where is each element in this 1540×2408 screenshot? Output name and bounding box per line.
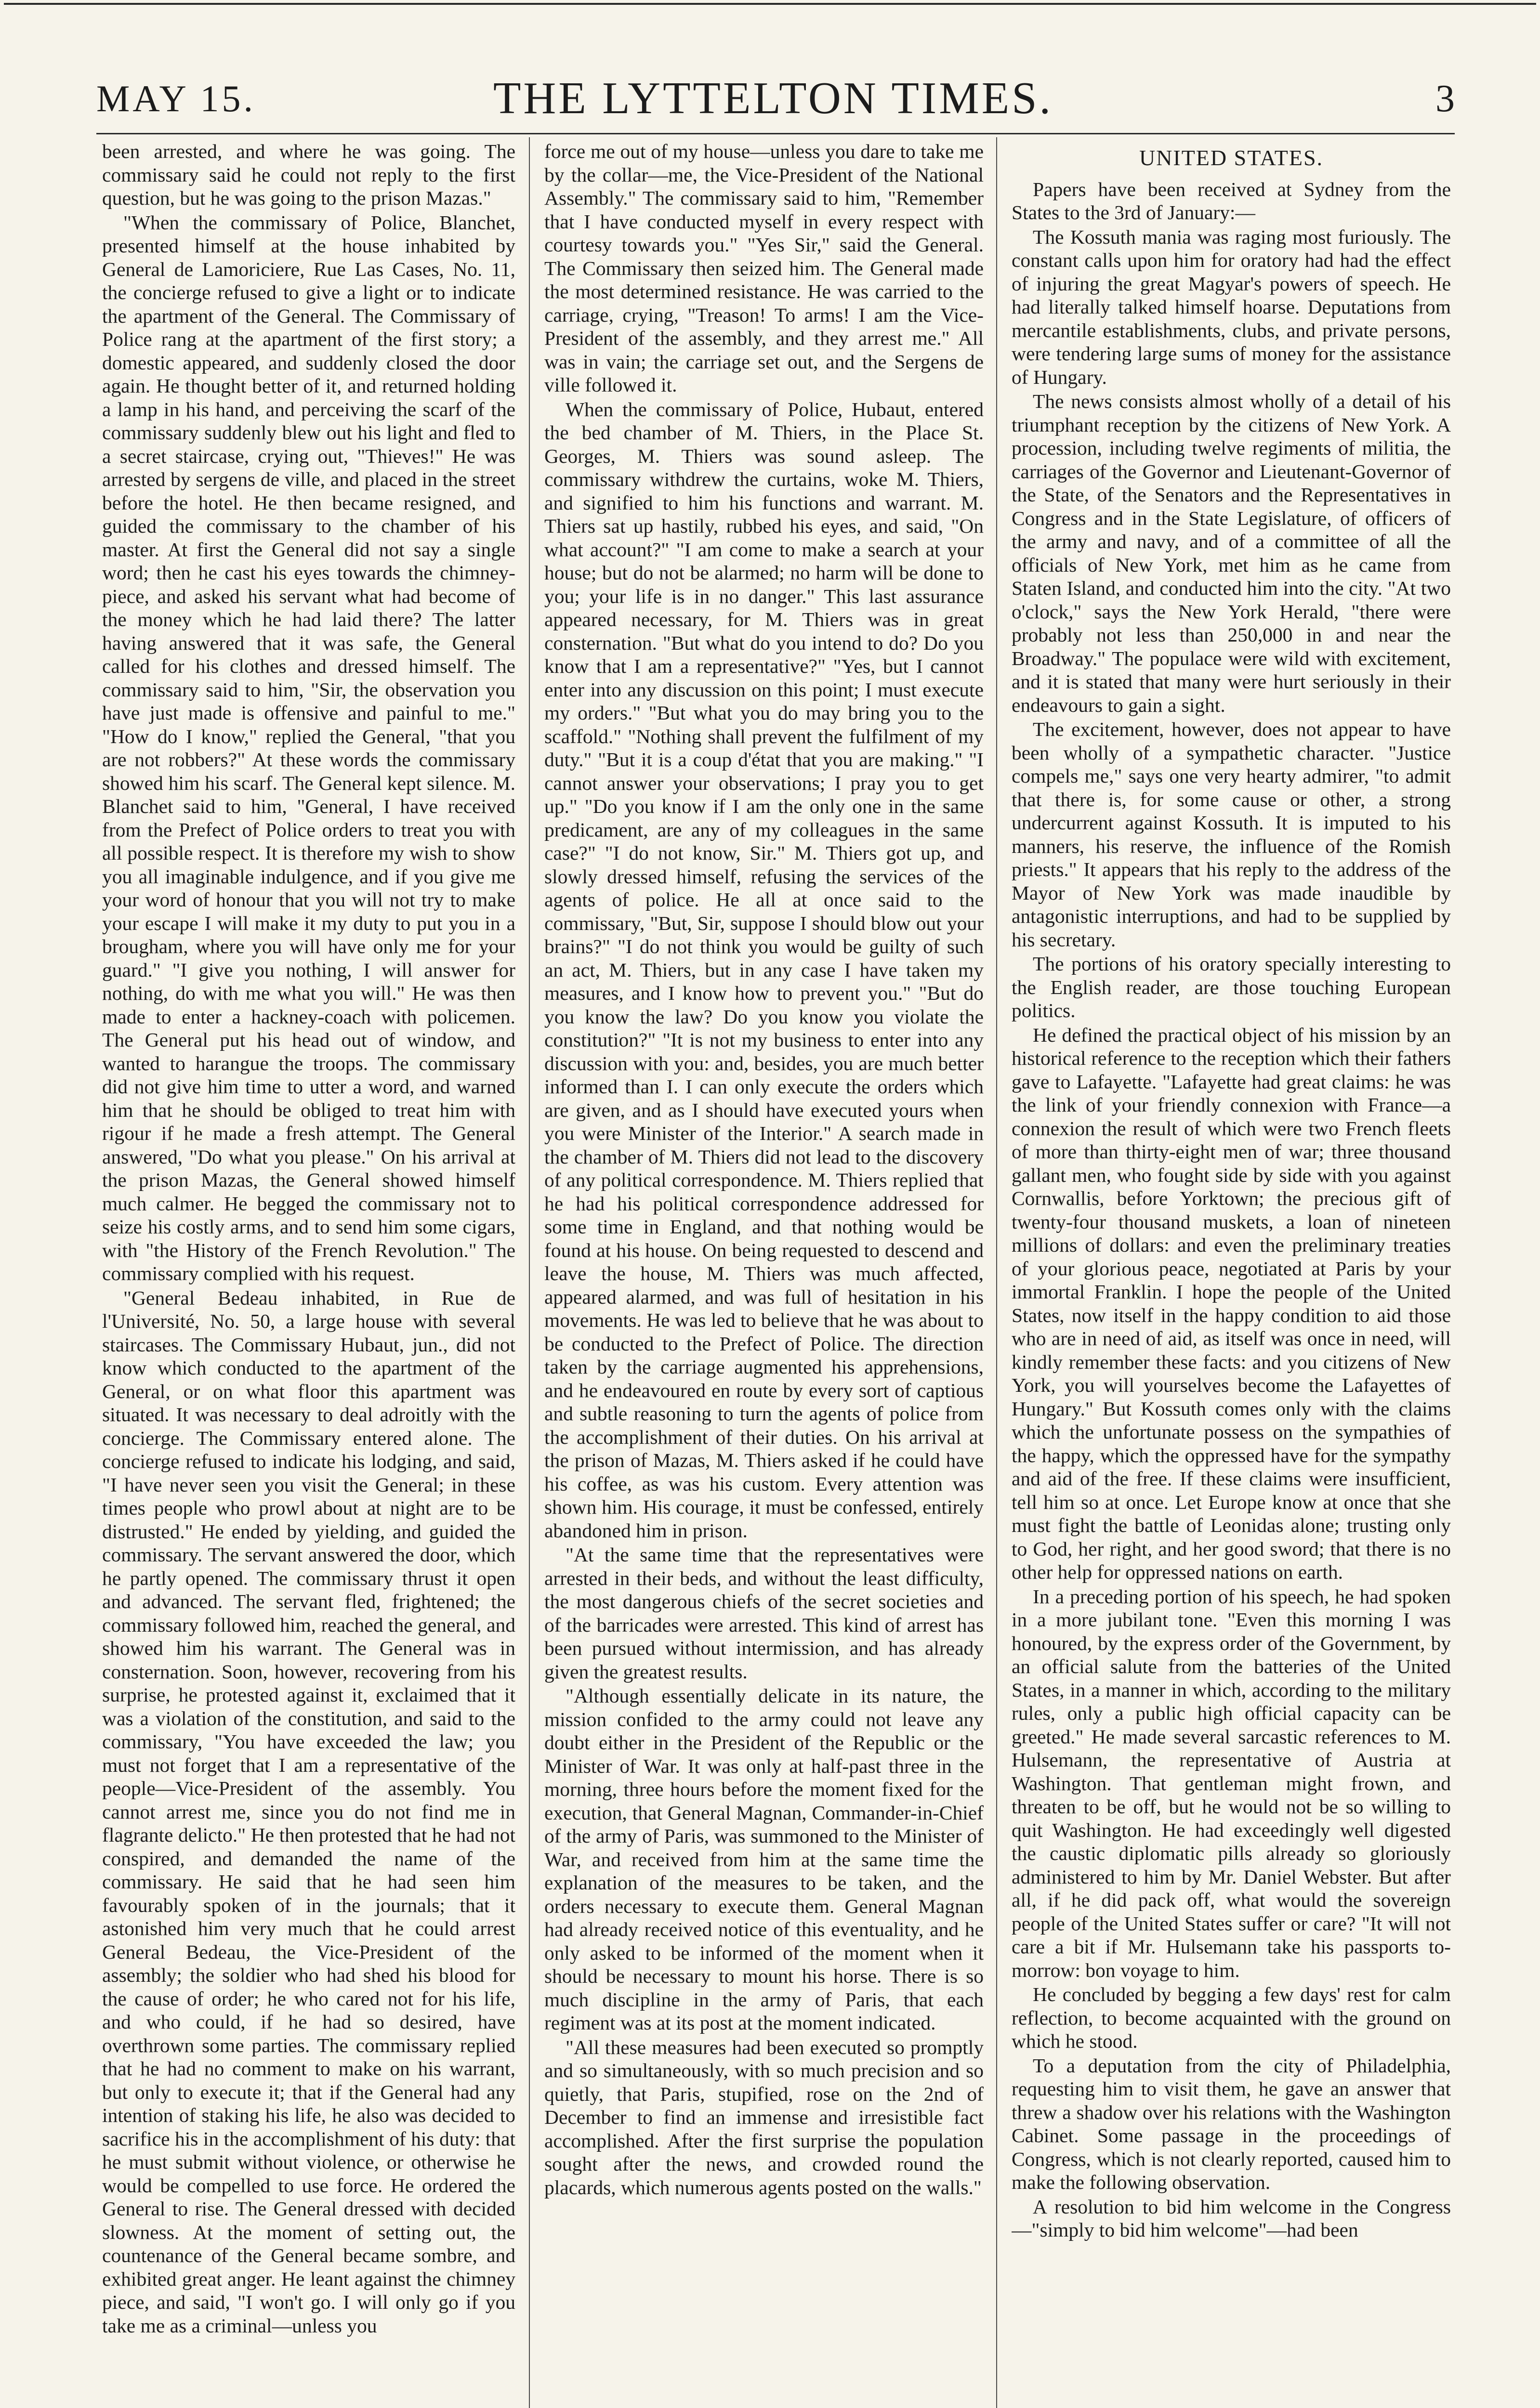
paragraph: Papers have been received at Sydney from the States to the 3rd of January:— [1012,178,1451,223]
column-divider [996,137,997,2408]
section-heading: UNITED STATES. [1139,145,1324,170]
column-3 [1012,140,1451,2408]
paragraph: "At the same time that the representatives were arrested in their beds, and without the least difficulty, the most dangerous chiefs of the secret societies and of the barricades were arrested. This kind of arrest has been pursued without intermission, and has already given the greatest results. [544,1544,984,1683]
header-rule [96,133,1455,134]
page-number: 3 [1435,78,1455,120]
paragraph: The excitement, however, does not appear to have been wholly of a sympathetic character. "Justice compels me," says one very hearty admirer, "to admit that there is, for some cause or other, a strong undercurrent against Kossuth. It is imputed to his manners, his reserve, the influence of the Romish priests." It appears that his reply to the address of the Mayor of New York was made inaudible by antagonistic interruptions, and had to be supplied by his secretary. [1012,718,1451,951]
paragraph: In a preceding portion of his speech, he had spoken in a more jubilant tone. "Even this morning I was honoured, by the express order of the Government, by an official salute from the batteries of the United States, in a manner in which, according to the military rules, only a public high official capacity can be greeted." He made several sarcastic references to M. Hulsemann, the representative of Austria at Washington. That gentleman might frown, and threaten to be off, but he would not be so willing to quit Washington. He had exceedingly well digested the caustic diplomatic pills already so gloriously administered to him by Mr. Daniel Webster. But after all, if he did pack off, what would the sovereign people of the United States suffer or care? "It will not care a bit if Mr. Hulsemann take his passports to-morrow: bon voyage to him. [1012,1585,1451,1981]
top-rule [4,3,1536,5]
newspaper-title: THE LYTTELTON TIMES. [493,73,1053,123]
paragraph: force me out of my house—unless you dare to take me by the collar—me, the Vice-President of the National Assembly." The commissary said to him, "Remember that I have conducted myself in every respect with courtesy towards you." "Yes Sir," said the General. The Commissary then seized him. The General made the most determined resistance. He was carried to the carriage, crying, "Treason! To arms! I am the Vice-President of the assembly, and they arrest me." All was in vain; the carriage set out, and the Sergens de ville followed it. [544,140,984,396]
column-2 [544,140,984,2408]
paragraph: He concluded by begging a few days' rest for calm reflection, to become acquainted with the ground on which he stood. [1012,1983,1451,2052]
column-1 [102,140,515,2408]
paragraph: "When the commissary of Police, Blanchet, presented himself at the house inhabited by General de Lamoriciere, Rue Las Cases, No. 11, the concierge refused to give a light or to indicate the apartment of the General. The Commissary of Police rang at the apartment of the first story; a domestic appeared, and suddenly closed the door again. He thought better of it, and returned holding a lamp in his hand, and perceiving the scarf of the commissary suddenly blew out his light and fled to a secret staircase, crying out, "Thieves!" He was arrested by sergens de ville, and placed in the street before the hotel. He then became resigned, and guided the commissary to the chamber of his master. At first the General did not say a single word; then he cast his eyes towards the chimney-piece, and asked his servant what had become of the money which he had laid there? The latter having answered that it was safe, the General called for his clothes and dressed himself. The commissary said to him, "Sir, the observation you have just made is offensive and painful to me." "How do I know," replied the General, "that you are not robbers?" At these words the commissary showed him his scarf. The General kept silence. M. Blanchet said to him, "General, I have received from the Prefect of Police orders to treat you with all possible respect. It is therefore my wish to show you all imaginable indulgence, and if you give me your word of honour that you will not try to make your escape I will make it my duty to put you in a brougham, where you will have only me for your guard." "I give you nothing, I will answer for nothing, do with me what you will." He was then made to enter a hackney-coach with policemen. The General put his head out of window, and wanted to harangue the troops. The commissary did not give him time to utter a word, and warned him that he should be obliged to treat him with rigour if he made a fresh attempt. The General answered, "Do what you please." On his arrival at the prison Mazas, the General showed himself much calmer. He begged the commissary not to seize his costly arms, and to send him some cigars, with "the History of the French Revolution." The commissary complied with his request. [102,211,515,1284]
paragraph: "Although essentially delicate in its nature, the mission confided to the army could not leave any doubt either in the President of the Republic or the Minister of War. It was only at half-past three in the morning, three hours before the moment fixed for the execution, that General Magnan, Commander-in-Chief of the army of Paris, was summoned to the Minister of War, and received from him at the same time the explanation of the measures to be taken, and the orders necessary to execute them. General Magnan had already received notice of this eventuality, and he only asked to be informed of the moment when it should be necessary to mount his horse. There is so much discipline in the army of Paris, that each regiment was at its post at the moment indicated. [544,1685,984,2034]
page-header [92,72,1455,130]
paragraph: been arrested, and where he was going. The commissary said he could not reply to the first question, but he was going to the prison Mazas." [102,140,515,209]
column-divider [529,137,530,2408]
paragraph: To a deputation from the city of Philadelphia, requesting him to visit them, he gave an answer that threw a shadow over his relations with the Washington Cabinet. Some passage in the proceedings of Congress, which is not clearly reported, caused him to make the following observation. [1012,2054,1451,2193]
paragraph: When the commissary of Police, Hubaut, entered the bed chamber of M. Thiers, in the Place St. Georges, M. Thiers was sound asleep. The commissary withdrew the curtains, woke M. Thiers, and signified to him his functions and warrant. M. Thiers sat up hastily, rubbed his eyes, and said, "On what account?" "I am come to make a search at your house; but do not be alarmed; no harm will be done to you; your life is in no danger." This last assurance appeared necessary, for M. Thiers was in great consternation. "But what do you intend to do? Do you know that I am a representative?" "Yes, but I cannot enter into any discussion on this point; I must execute my orders." "But what you do may bring you to the scaffold." "Nothing shall prevent the fulfilment of my duty." "But it is a coup d'état that you are making." "I cannot answer your observations; I pray you to get up." "Do you know if I am the only one in the same predicament, are any of my colleagues in the same case?" "I do not know, Sir." M. Thiers got up, and slowly dressed himself, refusing the services of the agents of police. He all at once said to the commissary, "But, Sir, suppose I should blow out your brains?" "I do not think you would be guilty of such an act, M. Thiers, but in any case I have taken my measures, and I know how to prevent you." "But do you know the law? Do you know you violate the constitution?" "It is not my business to enter into any discussion with you: and, besides, you are much better informed than I. I can only execute the orders which are given, and as I should have executed yours when you were Minister of the Interior." A search made in the chamber of M. Thiers did not lead to the discovery of any political correspondence. M. Thiers replied that he had his political correspondence addressed for some time in England, and that nothing would be found at his house. On being requested to descend and leave the house, M. Thiers was much affected, appeared alarmed, and was full of hesitation in his movements. He was led to believe that he was about to be conducted to the Prefect of Police. The direction taken by the carriage augmented his apprehensions, and he endeavoured en route by every sort of captious and subtle reasoning to turn the agents of police from the accomplishment of their duties. On his arrival at the prison of Mazas, M. Thiers asked if he could have his coffee, as was his custom. Every attention was shown him. His courage, it must be confessed, entirely abandoned him in prison. [544,398,984,1542]
paragraph: "All these measures had been executed so promptly and so simultaneously, with so much precision and so quietly, that Paris, stupified, rose on the 2nd of December to find an immense and irresistible fact accomplished. After the first surprise the population sought after the news, and crowded round the placards, which numerous agents posted on the walls." [544,2036,984,2199]
paragraph: The news consists almost wholly of a detail of his triumphant reception by the citizens of New York. A procession, including twelve regiments of militia, the carriages of the Governor and Lieutenant-Governor of the State, of the Senators and the Representatives in Congress and in the State Legislature, of officers of the army and navy, and of a committee of all the officials of New York, met him as he came from Staten Island, and conducted him into the city. "At two o'clock," says the New York Herald, "there were probably not less than 250,000 in and near the Broadway." The populace were wild with excitement, and it is stated that many were hurt seriously in their endeavours to gain a sight. [1012,390,1451,716]
paragraph: "General Bedeau inhabited, in Rue de l'Université, No. 50, a large house with several staircases. The Commissary Hubaut, jun., did not know which conducted to the apartment of the General, or on what floor this apartment was situated. It was necessary to deal adroitly with the concierge. The Commissary entered alone. The concierge refused to indicate his lodging, and said, "I have never seen you visit the General; in these times people who prowl about at night are to be distrusted." He ended by yielding, and guided the commissary. The servant answered the door, which he partly opened. The commissary thrust it open and advanced. The servant fled, frightened; the commissary followed him, reached the general, and showed him his warrant. The General was in consternation. Soon, however, recovering from his surprise, he protested against it, exclaimed that it was a violation of the constitution, and said to the commissary, "You have exceeded the law; you must not forget that I am a representative of the people—Vice-President of the assembly. You cannot arrest me, since you do not find me in flagrante delicto." He then protested that he had not conspired, and demanded the name of the commissary. He said that he had seen him favourably spoken of in the journals; that it astonished him very much that he could arrest General Bedeau, the Vice-President of the assembly; the soldier who had shed his blood for the cause of order; he who cared not for his life, and who could, if he had so desired, have overthrown some parties. The commissary replied that he had no comment to make on his warrant, but only to execute it; that if the General had any intention of staking his life, he also was decided to sacrifice his in the accomplishment of his duty: that he must submit without violence, or otherwise he would be compelled to use force. He ordered the General to rise. The General dressed with decided slowness. At the moment of setting out, the countenance of the General became sombre, and exhibited great anger. He leant against the chimney piece, and said, "I won't go. I will only go if you take me as a criminal—unless you [102,1286,515,2337]
paragraph: He defined the practical object of his mission by an historical reference to the reception which their fathers gave to Lafayette. "Lafayette had great claims: he was the link of your friendly connexion with France—a connexion the result of which were two French fleets of more than thirty-eight men of war; three thousand gallant men, who fought side by side with you against Cornwallis, before Yorktown; the precious gift of twenty-four thousand muskets, a loan of nineteen millions of dollars: and even the preliminary treaties of your glorious peace, negotiated at Paris by your immortal Franklin. I hope the people of the United States, now itself in the happy condition to aid those who are in need of aid, as itself was once in need, will kindly remember these facts: and you citizens of New York, you will yourselves become the Lafayettes of Hungary." But Kossuth comes only with the claims which the unfortunate possess on the sympathies of the happy, which the oppressed have for the sympathy and aid of the free. If these claims were insufficient, tell him so at once. Let Europe know at once that she must fight the battle of Leonidas alone; trusting only to God, her right, and her good sword; that there is no other help for oppressed nations on earth. [1012,1023,1451,1583]
paragraph: A resolution to bid him welcome in the Congress—"simply to bid him welcome"—had been [1012,2195,1451,2241]
paragraph: The Kossuth mania was raging most furiously. The constant calls upon him for oratory had had the effect of injuring the great Magyar's powers of speech. He had literally talked himself hoarse. Deputations from mercantile establishments, clubs, and private persons, were tendering large sums of money for the assistance of Hungary. [1012,225,1451,388]
issue-date: MAY 15. [96,78,256,119]
paragraph: The portions of his oratory specially interesting to the English reader, are those touching European politics. [1012,953,1451,1021]
